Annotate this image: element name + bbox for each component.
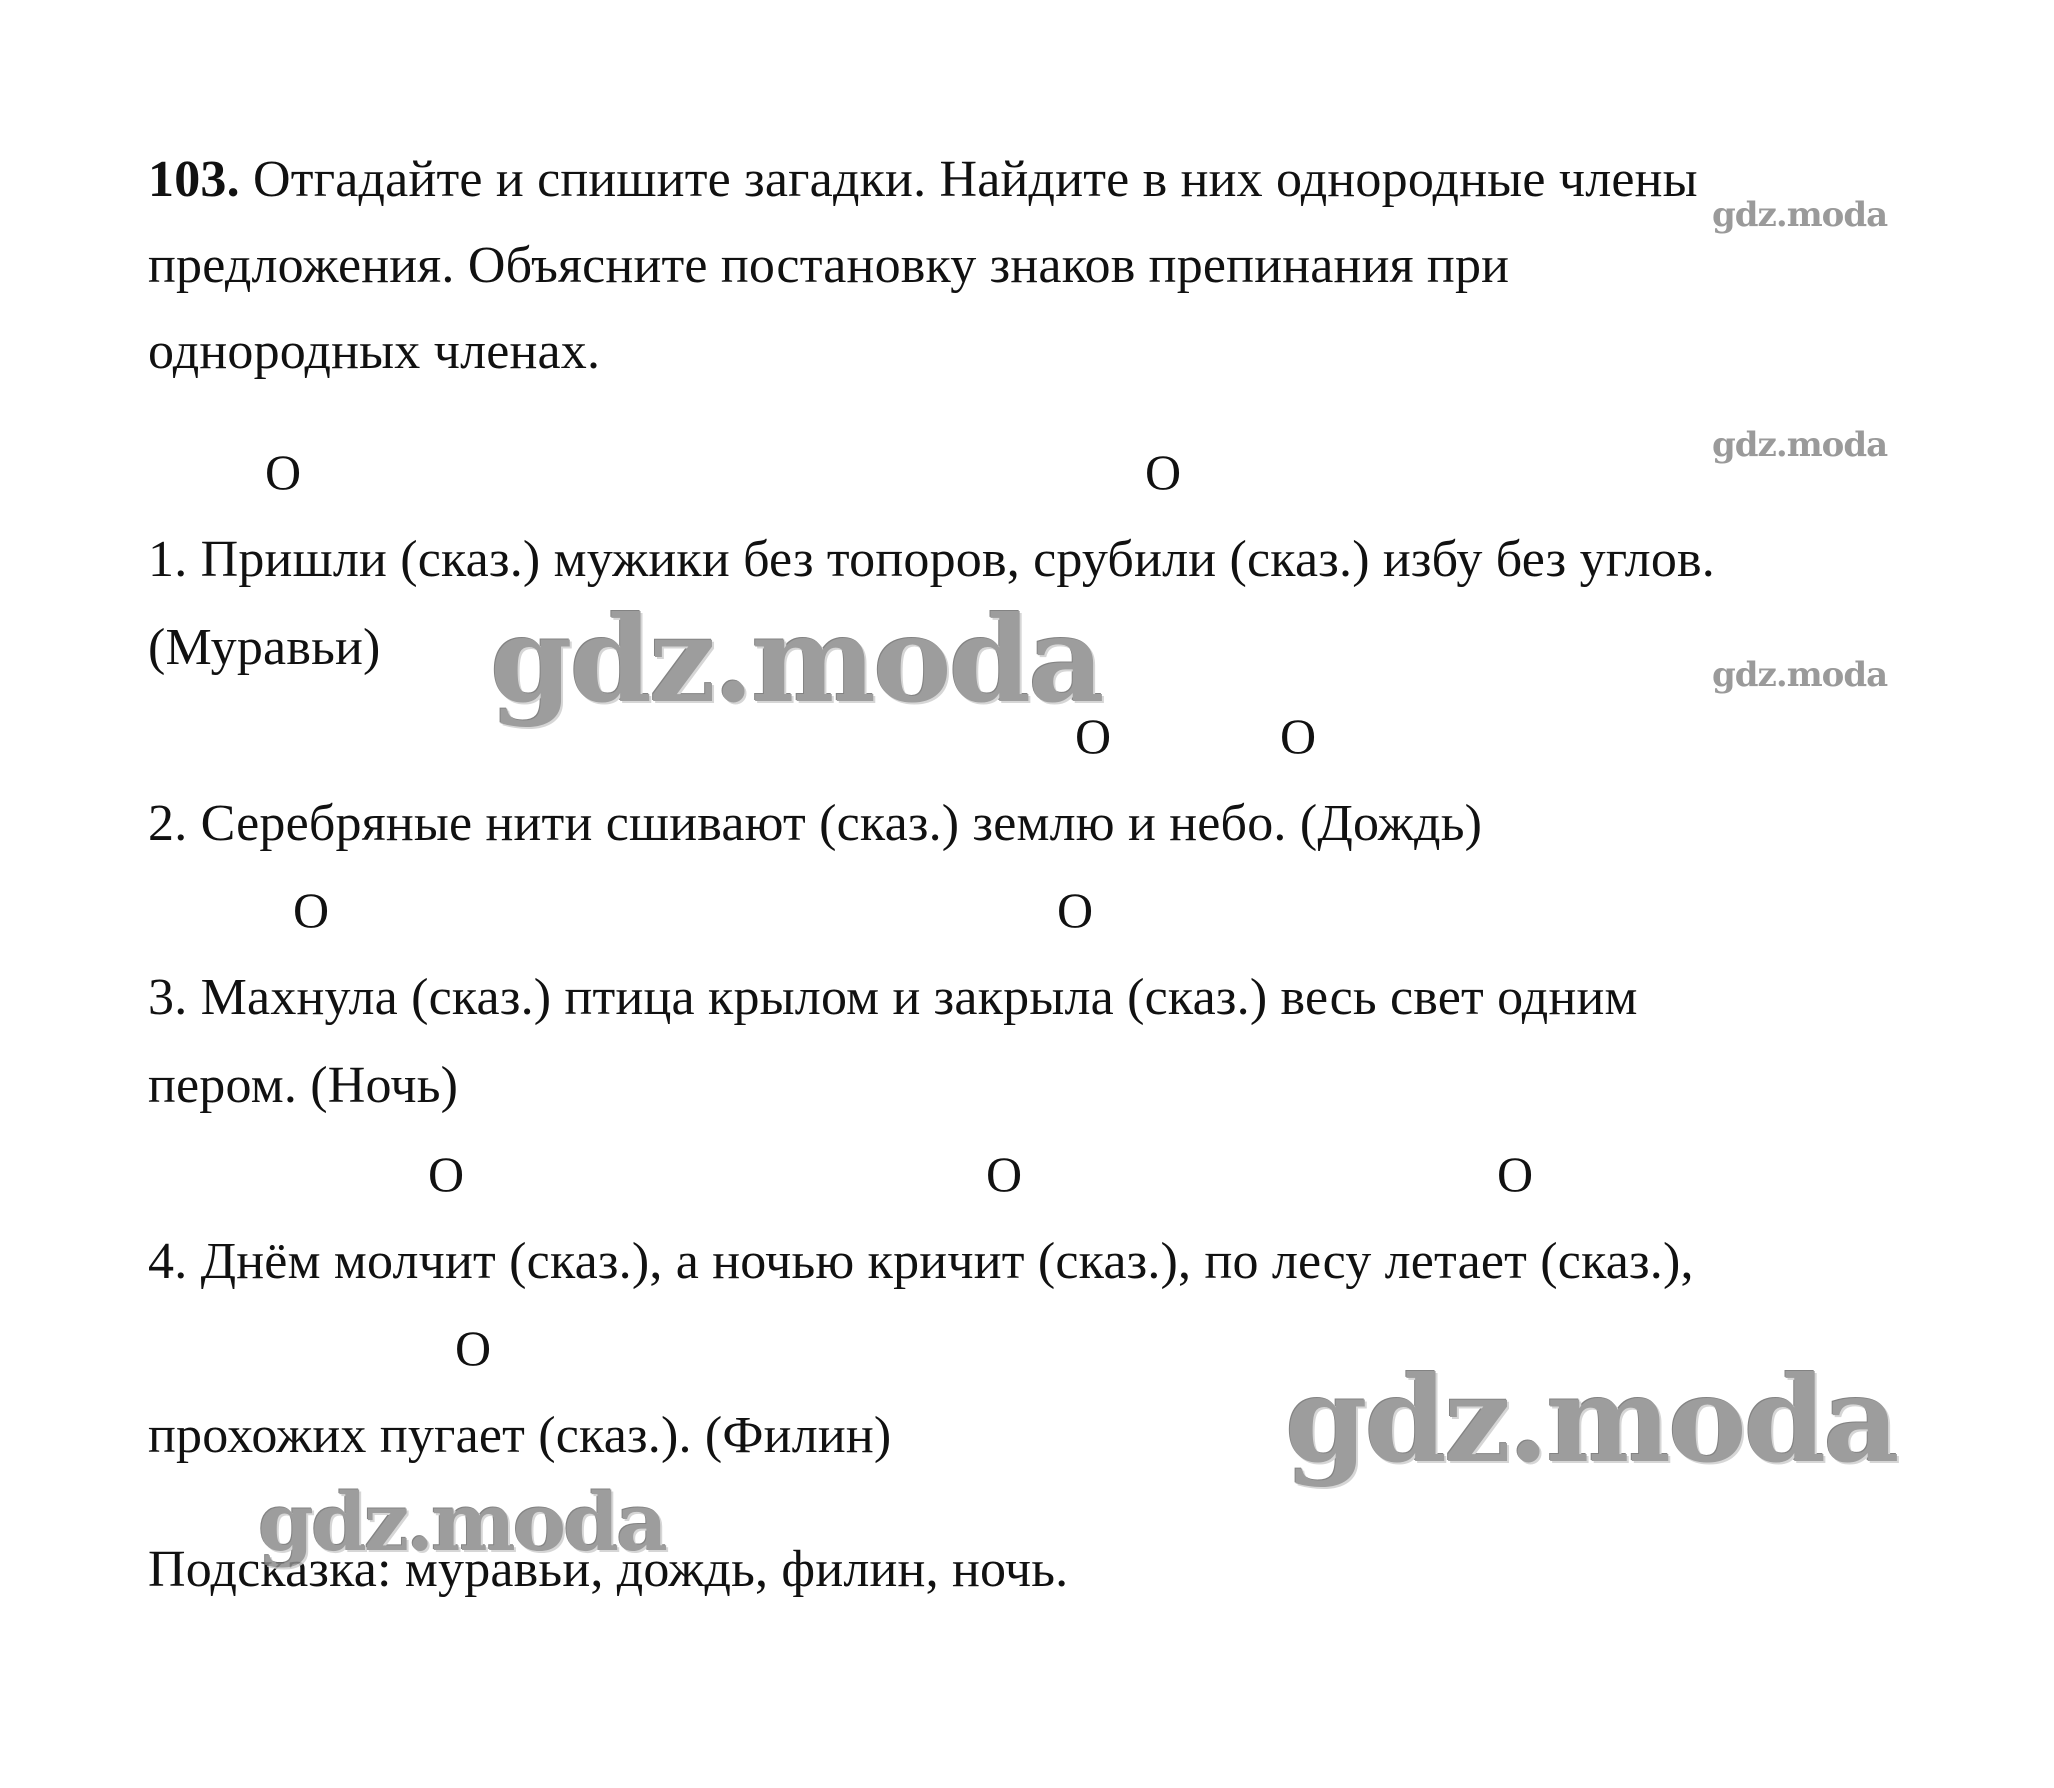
- riddle-4-line-2: прохожих пугает (сказ.). (Филин): [148, 1407, 892, 1464]
- watermark-large: gdz.moda: [490, 590, 1102, 729]
- riddle-1-line-1: 1. Пришли (сказ.) мужики без топоров, срубили (сказ.) избу без углов.: [148, 531, 1715, 588]
- hint-text: Подсказка: муравьи, дождь, филин, ночь.: [148, 1541, 1069, 1598]
- watermark-large: gdz.moda: [1285, 1350, 1897, 1489]
- riddle-2-line-1: 2. Серебряные нити сшивают (сказ.) землю и небо. (Дождь): [148, 795, 1483, 852]
- homogeneous-mark: О: [1075, 708, 1112, 764]
- riddle-1-line-2: (Муравьи): [148, 619, 381, 676]
- homogeneous-mark: О: [293, 882, 330, 938]
- riddle-3-line-2: пером. (Ночь): [148, 1057, 459, 1114]
- homogeneous-mark: О: [1280, 708, 1317, 764]
- homogeneous-mark: О: [1057, 882, 1094, 938]
- task-number: 103.: [148, 151, 240, 208]
- watermark-small: gdz.moda: [1712, 425, 1888, 465]
- riddle-3-line-1: 3. Махнула (сказ.) птица крылом и закрыла (сказ.) весь свет одним: [148, 969, 1638, 1026]
- task-instruction-line-3: однородных членах.: [148, 323, 601, 380]
- watermark-small: gdz.moda: [1712, 655, 1888, 695]
- task-instruction-line-2: предложения. Объясните постановку знаков препинания при: [148, 237, 1510, 294]
- watermark-small: gdz.moda: [1712, 195, 1888, 235]
- task-instruction-text: Отгадайте и спишите загадки. Найдите в них однородные члены: [253, 151, 1698, 208]
- riddle-4-line-1: 4. Днём молчит (сказ.), а ночью кричит (сказ.), по лесу летает (сказ.),: [148, 1233, 1694, 1290]
- homogeneous-mark: О: [1145, 444, 1182, 500]
- homogeneous-mark: О: [1497, 1146, 1534, 1202]
- homogeneous-mark: О: [455, 1320, 492, 1376]
- watermark-medium: gdz.moda: [258, 1475, 665, 1569]
- task-instruction-line-1: [148, 150, 1698, 210]
- homogeneous-mark: О: [986, 1146, 1023, 1202]
- homogeneous-mark: О: [428, 1146, 465, 1202]
- homogeneous-mark: О: [265, 444, 302, 500]
